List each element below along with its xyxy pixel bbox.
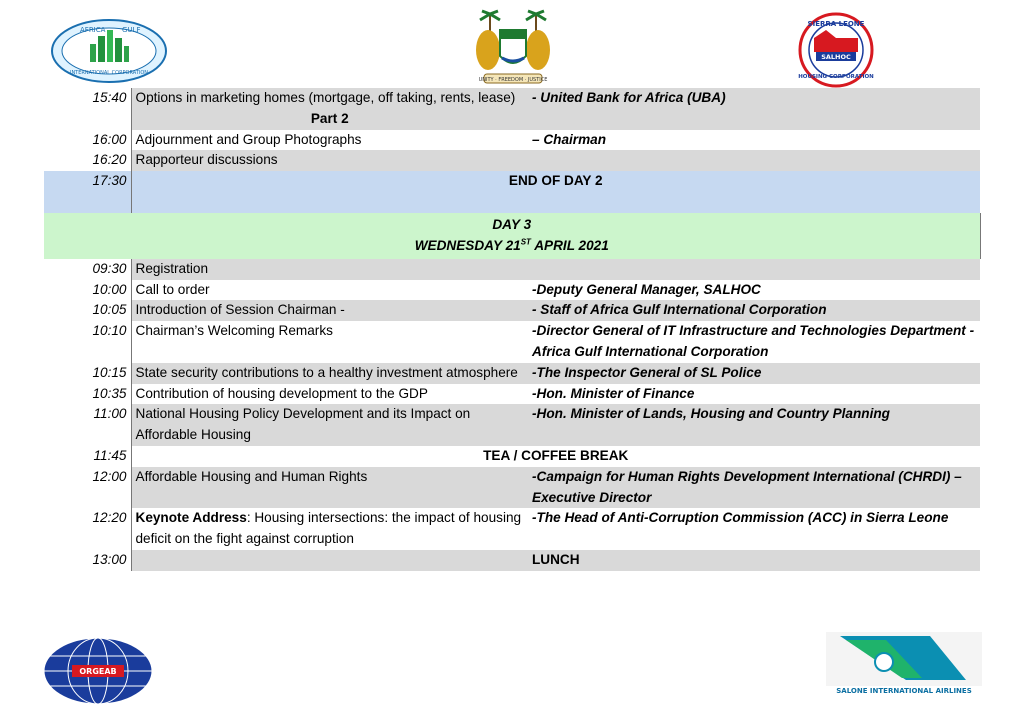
svg-text:INTERNATIONAL CORPORATION: INTERNATIONAL CORPORATION	[69, 70, 149, 76]
agenda-row	[44, 508, 980, 550]
agenda-row	[44, 300, 980, 321]
break-row	[44, 446, 980, 467]
time-cell: 15:40	[44, 88, 131, 109]
salone-airlines-logo	[826, 632, 982, 696]
svg-text:AFRICA: AFRICA	[80, 26, 106, 34]
time-cell: 10:15	[44, 363, 131, 384]
item-cell: Call to order	[131, 280, 528, 301]
svg-text:HOUSING CORPORATION: HOUSING CORPORATION	[798, 74, 874, 80]
agenda-row	[44, 384, 980, 405]
agenda-row	[44, 363, 980, 384]
item-cell: Affordable Housing and Human Rights	[131, 467, 528, 509]
day-date: WEDNESDAY 21ST APRIL 2021	[414, 237, 609, 253]
time-cell: 12:20	[44, 508, 131, 550]
sierra-leone-coat-of-arms	[470, 8, 556, 88]
item-cell: Contribution of housing development to the GDP	[131, 384, 528, 405]
lunch-row	[44, 550, 980, 571]
speaker-cell: -The Head of Anti-Corruption Commission (ACC) in Sierra Leone	[528, 508, 980, 550]
agenda-row	[44, 150, 980, 171]
end-of-day-label: END OF DAY 2	[131, 171, 980, 213]
time-cell: 16:20	[44, 150, 131, 171]
day-title: DAY 3	[492, 217, 532, 233]
item-cell: Introduction of Session Chairman -	[131, 300, 528, 321]
speaker-cell: -Hon. Minister of Finance	[528, 384, 980, 405]
agenda-row	[44, 467, 980, 509]
speaker-cell: - Staff of Africa Gulf International Corporation	[528, 300, 980, 321]
svg-text:ORGEAB: ORGEAB	[79, 667, 117, 676]
speaker-cell: -Hon. Minister of Lands, Housing and Country Planning	[528, 404, 980, 446]
time-cell: 09:30	[44, 259, 131, 280]
svg-text:GULF: GULF	[122, 26, 141, 34]
item-cell: Keynote Address: Housing intersections: the impact of housing deficit on the fight against corruption	[131, 508, 528, 550]
item-cell: Rapporteur discussions	[131, 150, 528, 171]
time-cell: 17:30	[44, 171, 131, 213]
time-cell: 11:45	[44, 446, 131, 467]
time-cell: 11:00	[44, 404, 131, 446]
time-cell: 16:00	[44, 130, 131, 151]
time-cell: 10:05	[44, 300, 131, 321]
africa-gulf-logo	[50, 18, 168, 84]
part-label: Part 2	[131, 109, 528, 130]
speaker-cell: -Deputy General Manager, SALHOC	[528, 280, 980, 301]
svg-text:SALHOC: SALHOC	[821, 53, 851, 61]
time-cell	[44, 109, 131, 130]
speaker-cell: -Director General of IT Infrastructure and Technologies Department - Africa Gulf International Corporation	[528, 321, 980, 363]
time-cell: 13:00	[44, 550, 131, 571]
end-of-day-row	[44, 171, 980, 213]
agenda-row	[44, 88, 980, 109]
salhoc-logo	[792, 12, 880, 88]
speaker-cell: – Chairman	[528, 130, 980, 151]
globe-logo	[42, 636, 154, 706]
item-cell: Chairman’s Welcoming Remarks	[131, 321, 528, 363]
speaker-cell	[528, 150, 980, 171]
agenda-row	[44, 404, 980, 446]
time-cell: 12:00	[44, 467, 131, 509]
item-cell: National Housing Policy Development and its Impact on Affordable Housing	[131, 404, 528, 446]
svg-text:UNITY · FREEDOM · JUSTICE: UNITY · FREEDOM · JUSTICE	[478, 77, 548, 83]
agenda-row	[44, 321, 980, 363]
lunch-label: LUNCH	[131, 550, 980, 571]
agenda-row	[44, 280, 980, 301]
item-cell: State security contributions to a healthy investment atmosphere	[131, 363, 528, 384]
programme-table	[44, 88, 981, 571]
break-label: TEA / COFFEE BREAK	[483, 447, 629, 463]
speaker-cell: - United Bank for Africa (UBA)	[528, 88, 980, 130]
item-cell: Registration	[131, 259, 528, 280]
time-cell: 10:10	[44, 321, 131, 363]
speaker-cell: -Campaign for Human Rights Development International (CHRDI) – Executive Director	[528, 467, 980, 509]
agenda-row	[44, 259, 980, 280]
item-cell: Options in marketing homes (mortgage, off taking, rents, lease)	[131, 88, 528, 109]
item-cell: Adjournment and Group Photographs	[131, 130, 528, 151]
agenda-row	[44, 130, 980, 151]
time-cell: 10:00	[44, 280, 131, 301]
time-cell: 10:35	[44, 384, 131, 405]
speaker-cell: -The Inspector General of SL Police	[528, 363, 980, 384]
svg-text:SIERRA LEONE: SIERRA LEONE	[807, 20, 865, 28]
speaker-cell	[528, 259, 980, 280]
svg-text:SALONE INTERNATIONAL AIRLINES: SALONE INTERNATIONAL AIRLINES	[836, 687, 972, 695]
day-header-row	[44, 213, 980, 259]
